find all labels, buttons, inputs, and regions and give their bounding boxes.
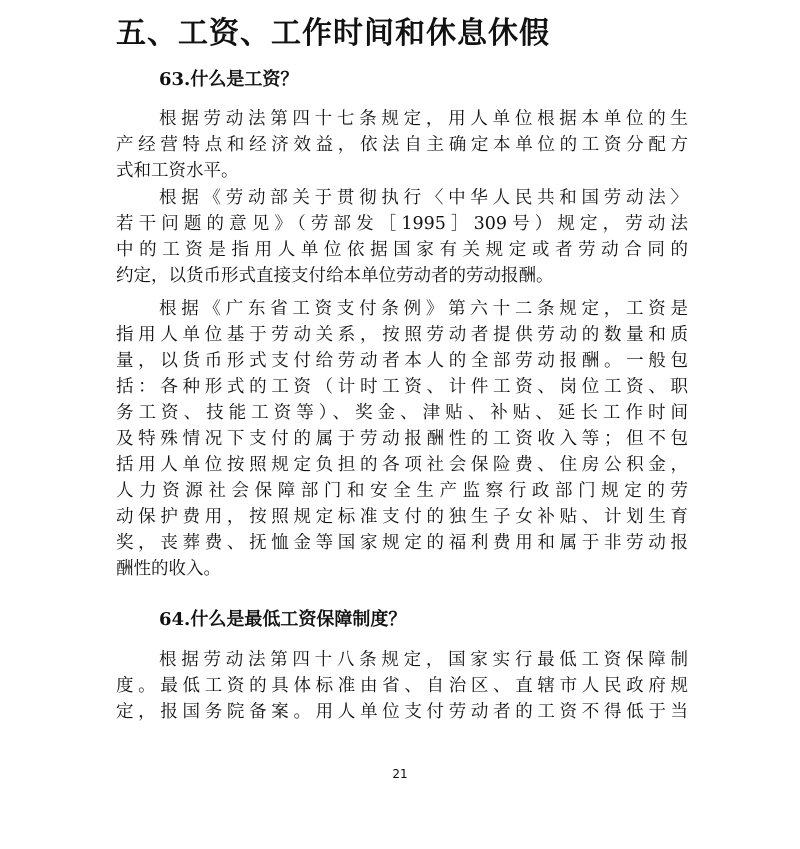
text-line: 人力资源社会保障部门和安全生产监察行政部门规定的劳 — [116, 481, 688, 501]
text-line: 酬性的收入。 — [116, 559, 221, 579]
text-line: 若干问题的意见》（劳部发［1995］309号）规定，劳动法 — [116, 214, 688, 234]
text-line: 度。最低工资的具体标准由省、自治区、直辖市人民政府规 — [116, 676, 688, 696]
text-line: 中的工资是指用人单位依据国家有关规定或者劳动合同的 — [116, 240, 688, 260]
text-line: 产经营特点和经济效益，依法自主确定本单位的工资分配方 — [116, 135, 688, 155]
text-line: 括：各种形式的工资（计时工资、计件工资、岗位工资、职 — [116, 377, 688, 397]
text-line: 根据劳动法第四十八条规定，国家实行最低工资保障制 — [159, 650, 688, 670]
paragraph — [116, 185, 688, 289]
text-line: 根据《劳动部关于贯彻执行〈中华人民共和国劳动法〉 — [159, 188, 688, 208]
text-line: 奖，丧葬费、抚恤金等国家规定的福利费用和属于非劳动报 — [116, 533, 688, 553]
text-line: 动保护费用，按照规定标准支付的独生子女补贴、计划生育 — [116, 507, 688, 527]
text-line: 根据劳动法第四十七条规定，用人单位根据本单位的生 — [159, 109, 688, 129]
text-line: 量，以货币形式支付给劳动者本人的全部劳动报酬。一般包 — [116, 351, 688, 371]
text-line: 定，报国务院备案。用人单位支付劳动者的工资不得低于当 — [116, 702, 688, 722]
chapter-title: 五、工资、工作时间和休息休假 — [116, 16, 550, 51]
text-line: 括用人单位按照规定负担的各项社会保险费、住房公积金， — [116, 455, 688, 475]
text-line: 根据《广东省工资支付条例》第六十二条规定，工资是 — [159, 299, 688, 319]
question-64-heading: 64.什么是最低工资保障制度？ — [159, 609, 407, 630]
paragraph — [116, 647, 688, 725]
page-number: 21 — [392, 767, 408, 781]
paragraph — [116, 106, 688, 184]
text-line: 及特殊情况下支付的属于劳动报酬性的工资收入等；但不包 — [116, 429, 688, 449]
text-line: 式和工资水平。 — [116, 161, 239, 181]
text-line: 务工资、技能工资等）、奖金、津贴、补贴、延长工作时间 — [116, 403, 688, 423]
paragraph — [116, 296, 688, 582]
question-63-heading: 63.什么是工资？ — [159, 69, 299, 90]
text-line: 指用人单位基于劳动关系，按照劳动者提供劳动的数量和质 — [116, 325, 688, 345]
text-line: 约定，以货币形式直接支付给本单位劳动者的劳动报酬。 — [116, 266, 554, 286]
